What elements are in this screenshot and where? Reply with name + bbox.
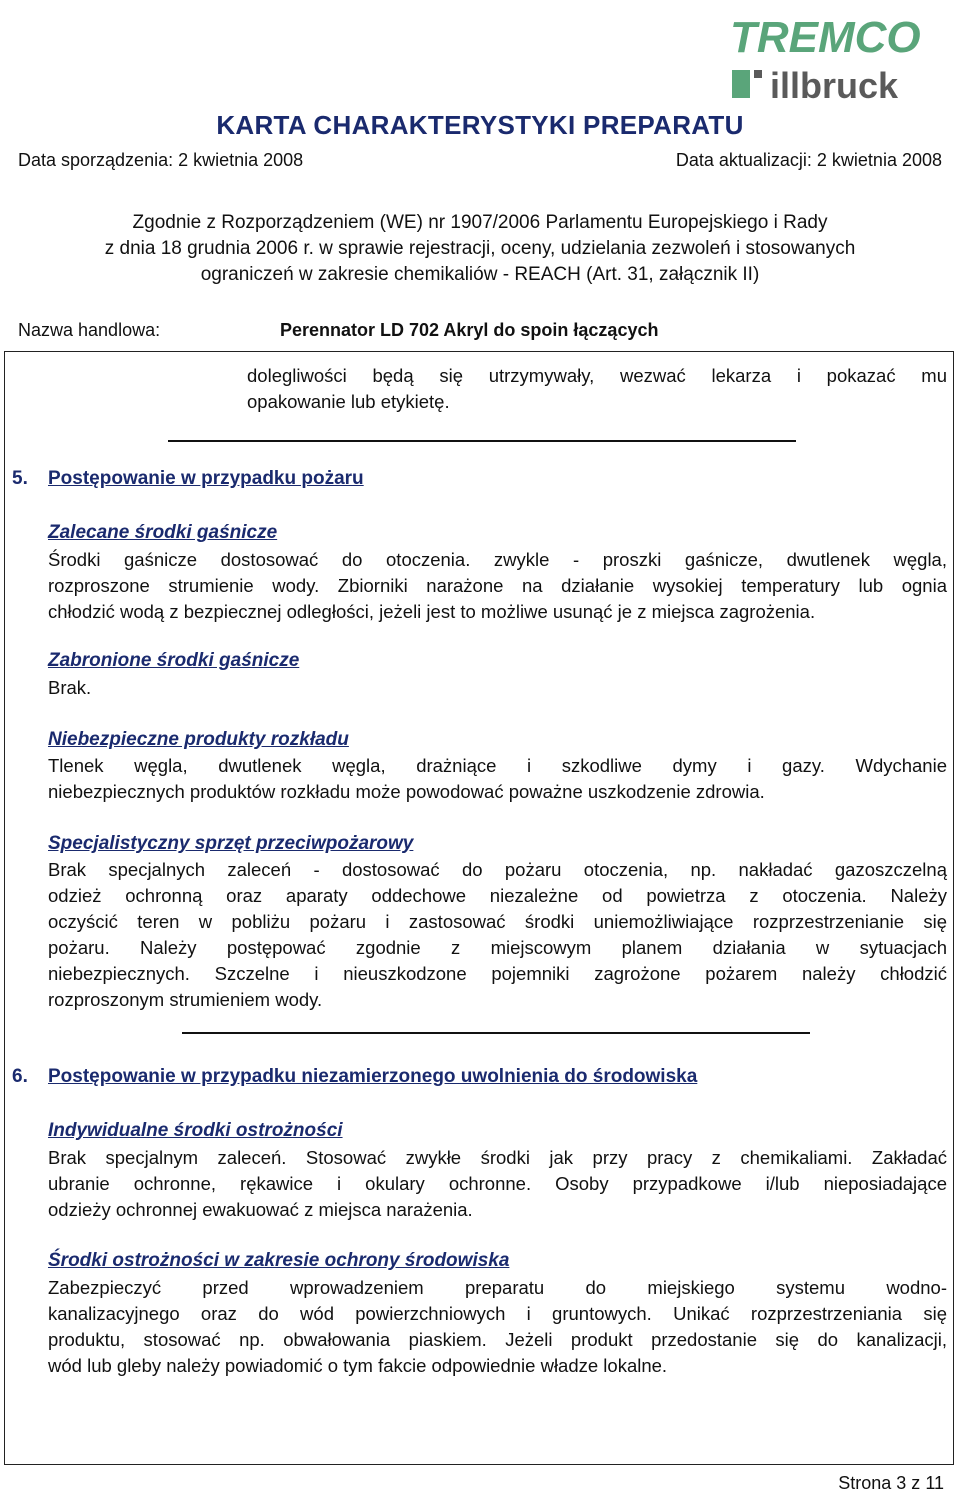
section-number: 5. [12, 468, 28, 489]
paragraph-line: kanalizacyjnego oraz do wód powierzchniowych i gruntowych. Unikać rozprzestrzeniania się [48, 1303, 947, 1324]
regulation-line: z dnia 18 grudnia 2006 r. w sprawie rejestracji, oceny, udzielania zezwoleń i stosowanych [104, 238, 856, 259]
paragraph-line: wód lub gleby należy powiadomić o tym fakcie odpowiednie władze lokalne. [48, 1355, 668, 1376]
logo-illbruck-mark [732, 70, 750, 98]
paragraph-line: chłodzić wodą z bezpiecznej odległości, jeżeli jest to możliwe usunąć je z miejsca zagrożenia. [48, 601, 816, 622]
paragraph-line: Brak specjalnych zaleceń - dostosować do pożaru otoczenia, np. nakładać gazoszczelną [48, 859, 947, 880]
environmental-paragraph [48, 1275, 947, 1379]
extinguishing-paragraph [48, 547, 947, 625]
logo-illbruck-dot [754, 70, 762, 78]
section-divider [168, 440, 796, 442]
company-logo [726, 8, 936, 104]
paragraph-line: dolegliwości będą się utrzymywały, wezwać lekarza i pokazać mu [247, 365, 947, 386]
continuation-paragraph [247, 363, 947, 415]
logo-tremco-text: TREMCO [730, 13, 921, 62]
document-title: KARTA CHARAKTERYSTYKI PREPARATU [216, 110, 744, 140]
trade-name-value: Perennator LD 702 Akryl do spoin łączących [280, 320, 659, 340]
paragraph-line: opakowanie lub etykietę. [247, 391, 450, 412]
paragraph-line: oczyścić teren w pobliżu pożaru i zastosować środki uniemożliwiające rozprzestrzenianie się [48, 911, 947, 932]
paragraph-line: niebezpiecznych produktów rozkładu może powodować poważne uszkodzenie zdrowia. [48, 781, 765, 802]
subheading-decomposition: Niebezpieczne produkty rozkładu [48, 729, 349, 750]
page-number: Strona 3 z 11 [838, 1473, 944, 1493]
forbidden-paragraph [48, 675, 947, 701]
equipment-paragraph [48, 857, 947, 1013]
subheading-extinguishing: Zalecane środki gaśnicze [48, 522, 278, 543]
section-number: 6. [12, 1066, 28, 1087]
subheading-forbidden: Zabronione środki gaśnicze [48, 650, 300, 671]
date-created: Data sporządzenia: 2 kwietnia 2008 [18, 150, 304, 170]
logo-illbruck-text: illbruck [770, 65, 899, 104]
paragraph-line: rozproszone strumienie wody. Zbiorniki narażone na działanie wysokiej temperatury lub ognia [48, 575, 947, 596]
section-title: Postępowanie w przypadku niezamierzonego uwolnienia do środowiska [48, 1066, 698, 1087]
paragraph-line: Środki gaśnicze dostosować do otoczenia. zwykle - proszki gaśnicze, dwutlenek węgla, [48, 549, 947, 570]
paragraph-line: niebezpiecznych. Szczelne i nieuszkodzone pojemniki zagrożone pożarem należy chłodzić [48, 963, 947, 984]
paragraph-line: Brak specjalnym zaleceń. Stosować zwykłe środki jak przy pracy z chemikaliami. Zakładać [48, 1147, 947, 1168]
section-title: Postępowanie w przypadku pożaru [48, 468, 364, 489]
regulation-line: Zgodnie z Rozporządzeniem (WE) nr 1907/2006 Parlamentu Europejskiego i Rady [132, 212, 828, 233]
regulation-notice [0, 210, 960, 288]
paragraph-line: ubranie ochronne, rękawice i okulary ochronne. Osoby przypadkowe i/lub nieposiadające [48, 1173, 947, 1194]
paragraph-line: Brak. [48, 677, 92, 698]
section-divider [182, 1032, 810, 1034]
paragraph-line: odzież ochronną oraz aparaty oddechowe niezależne od powietrza z otoczenia. Należy [48, 885, 947, 906]
paragraph-line: Zabezpieczyć przed wprowadzeniem preparatu do miejskiego systemu wodno- [48, 1277, 947, 1298]
paragraph-line: pożaru. Należy postępować zgodnie z miejscowym planem działania w sytuacjach [48, 937, 947, 958]
paragraph-line: produktu, stosować np. obwałowania piaskiem. Jeżeli produkt przedostanie się do kanalizacji, [48, 1329, 947, 1350]
paragraph-line: Tlenek węgla, dwutlenek węgla, drażniące i szkodliwe dymy i gazy. Wdychanie [48, 755, 947, 776]
paragraph-line: odzieży ochronnej ewakuować z miejsca narażenia. [48, 1199, 473, 1220]
regulation-line: ograniczeń w zakresie chemikaliów - REACH (Art. 31, załącznik II) [200, 264, 760, 285]
subheading-personal: Indywidualne środki ostrożności [48, 1120, 343, 1141]
date-updated: Data aktualizacji: 2 kwietnia 2008 [675, 150, 942, 170]
paragraph-line: rozproszonym strumieniem wody. [48, 989, 323, 1010]
subheading-equipment: Specjalistyczny sprzęt przeciwpożarowy [48, 833, 414, 854]
decomposition-paragraph [48, 753, 947, 805]
personal-paragraph [48, 1145, 947, 1223]
subheading-environmental: Środki ostrożności w zakresie ochrony środowiska [48, 1250, 510, 1271]
trade-name-label: Nazwa handlowa: [18, 320, 161, 340]
